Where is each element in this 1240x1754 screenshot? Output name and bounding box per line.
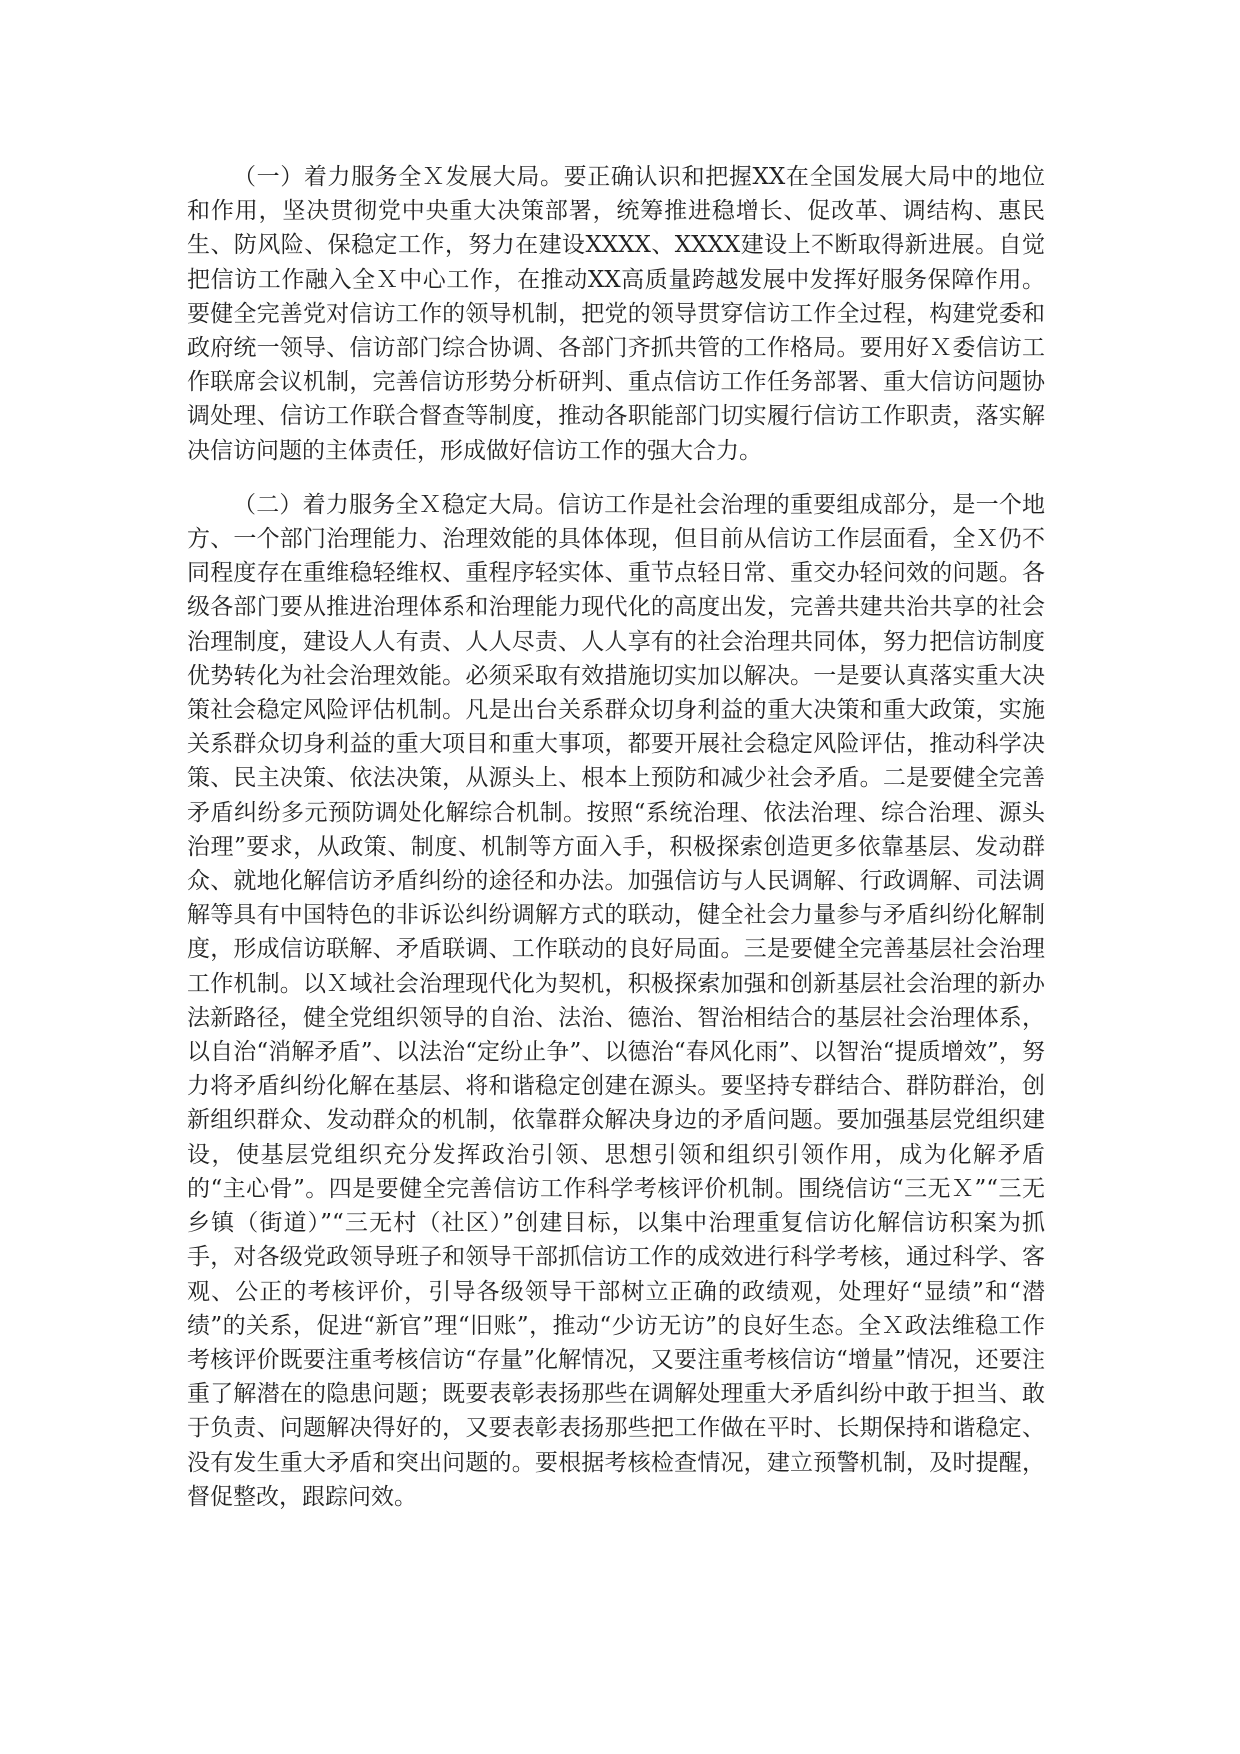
paragraph-1: （一）着力服务全Ｘ发展大局。要正确认识和把握XX在全国发展大局中的地位和作用，坚决贯彻党中央重大决策部署，统筹推进稳增长、促改革、调结构、惠民生、防风险、保稳定工作，努力在建设XXXX、XXXX建设上不断取得新进展。自觉把信访工作融入全Ｘ中心工作，在推动XX高质量跨越发展中发挥好服务保障作用。要健全完善党对信访工作的领导机制，把党的领导贯穿信访工作全过程，构建党委和政府统一领导、信访部门综合协调、各部门齐抓共管的工作格局。要用好Ｘ委信访工作联席会议机制，完善信访形势分析研判、重点信访工作任务部署、重大信访问题协调处理、信访工作联合督查等制度，推动各职能部门切实履行信访工作职责，落实解决信访问题的主体责任，形成做好信访工作的强大合力。	[187, 164, 1045, 464]
paragraph-2: （二）着力服务全Ｘ稳定大局。信访工作是社会治理的重要组成部分，是一个地方、一个部门治理能力、治理效能的具体体现，但目前从信访工作层面看，全Ｘ仍不同程度存在重维稳轻维权、重程序轻实体、重节点轻日常、重交办轻问效的问题。各级各部门要从推进治理体系和治理能力现代化的高度出发，完善共建共治共享的社会治理制度，建设人人有责、人人尽责、人人享有的社会治理共同体，努力把信访制度优势转化为社会治理效能。必须采取有效措施切实加以解决。一是要认真落实重大决策社会稳定风险评估机制。凡是出台关系群众切身利益的重大决策和重大政策，实施关系群众切身利益的重大项目和重大事项，都要开展社会稳定风险评估，推动科学决策、民主决策、依法决策，从源头上、根本上预防和减少社会矛盾。二是要健全完善矛盾纠纷多元预防调处化解综合机制。按照“系统治理、依法治理、综合治理、源头治理”要求，从政策、制度、机制等方面入手，积极探索创造更多依靠基层、发动群众、就地化解信访矛盾纠纷的途径和办法。加强信访与人民调解、行政调解、司法调解等具有中国特色的非诉讼纠纷调解方式的联动，健全社会力量参与矛盾纠纷化解制度，形成信访联解、矛盾联调、工作联动的良好局面。三是要健全完善基层社会治理工作机制。以Ｘ域社会治理现代化为契机，积极探索加强和创新基层社会治理的新办法新路径，健全党组织领导的自治、法治、德治、智治相结合的基层社会治理体系，以自治“消解矛盾”、以法治“定纷止争”、以德治“春风化雨”、以智治“提质增效”，努力将矛盾纠纷化解在基层、将和谐稳定创建在源头。要坚持专群结合、群防群治，创新组织群众、发动群众的机制，依靠群众解决身边的矛盾问题。要加强基层党组织建设，使基层党组织充分发挥政治引领、思想引领和组织引领作用，成为化解矛盾的“主心骨”。四是要健全完善信访工作科学考核评价机制。围绕信访“三无Ｘ”“三无乡镇（街道）”“三无村（社区）”创建目标，以集中治理重复信访化解信访积案为抓手，对各级党政领导班子和领导干部抓信访工作的成效进行科学考核，通过科学、客观、公正的考核评价，引导各级领导干部树立正确的政绩观，处理好“显绩”和“潜绩”的关系，促进“新官”理“旧账”，推动“少访无访”的良好生态。全Ｘ政法维稳工作考核评价既要注重考核信访“存量”化解情况，又要注重考核信访“增量”情况，还要注重了解潜在的隐患问题；既要表彰表扬那些在调解处理重大矛盾纠纷中敢于担当、敢于负责、问题解决得好的，又要表彰表扬那些把工作做在平时、长期保持和谐稳定、没有发生重大矛盾和突出问题的。要根据考核检查情况，建立预警机制，及时提醒，督促整改，跟踪问效。	[187, 491, 1046, 1510]
document-body	[187, 160, 1045, 1514]
